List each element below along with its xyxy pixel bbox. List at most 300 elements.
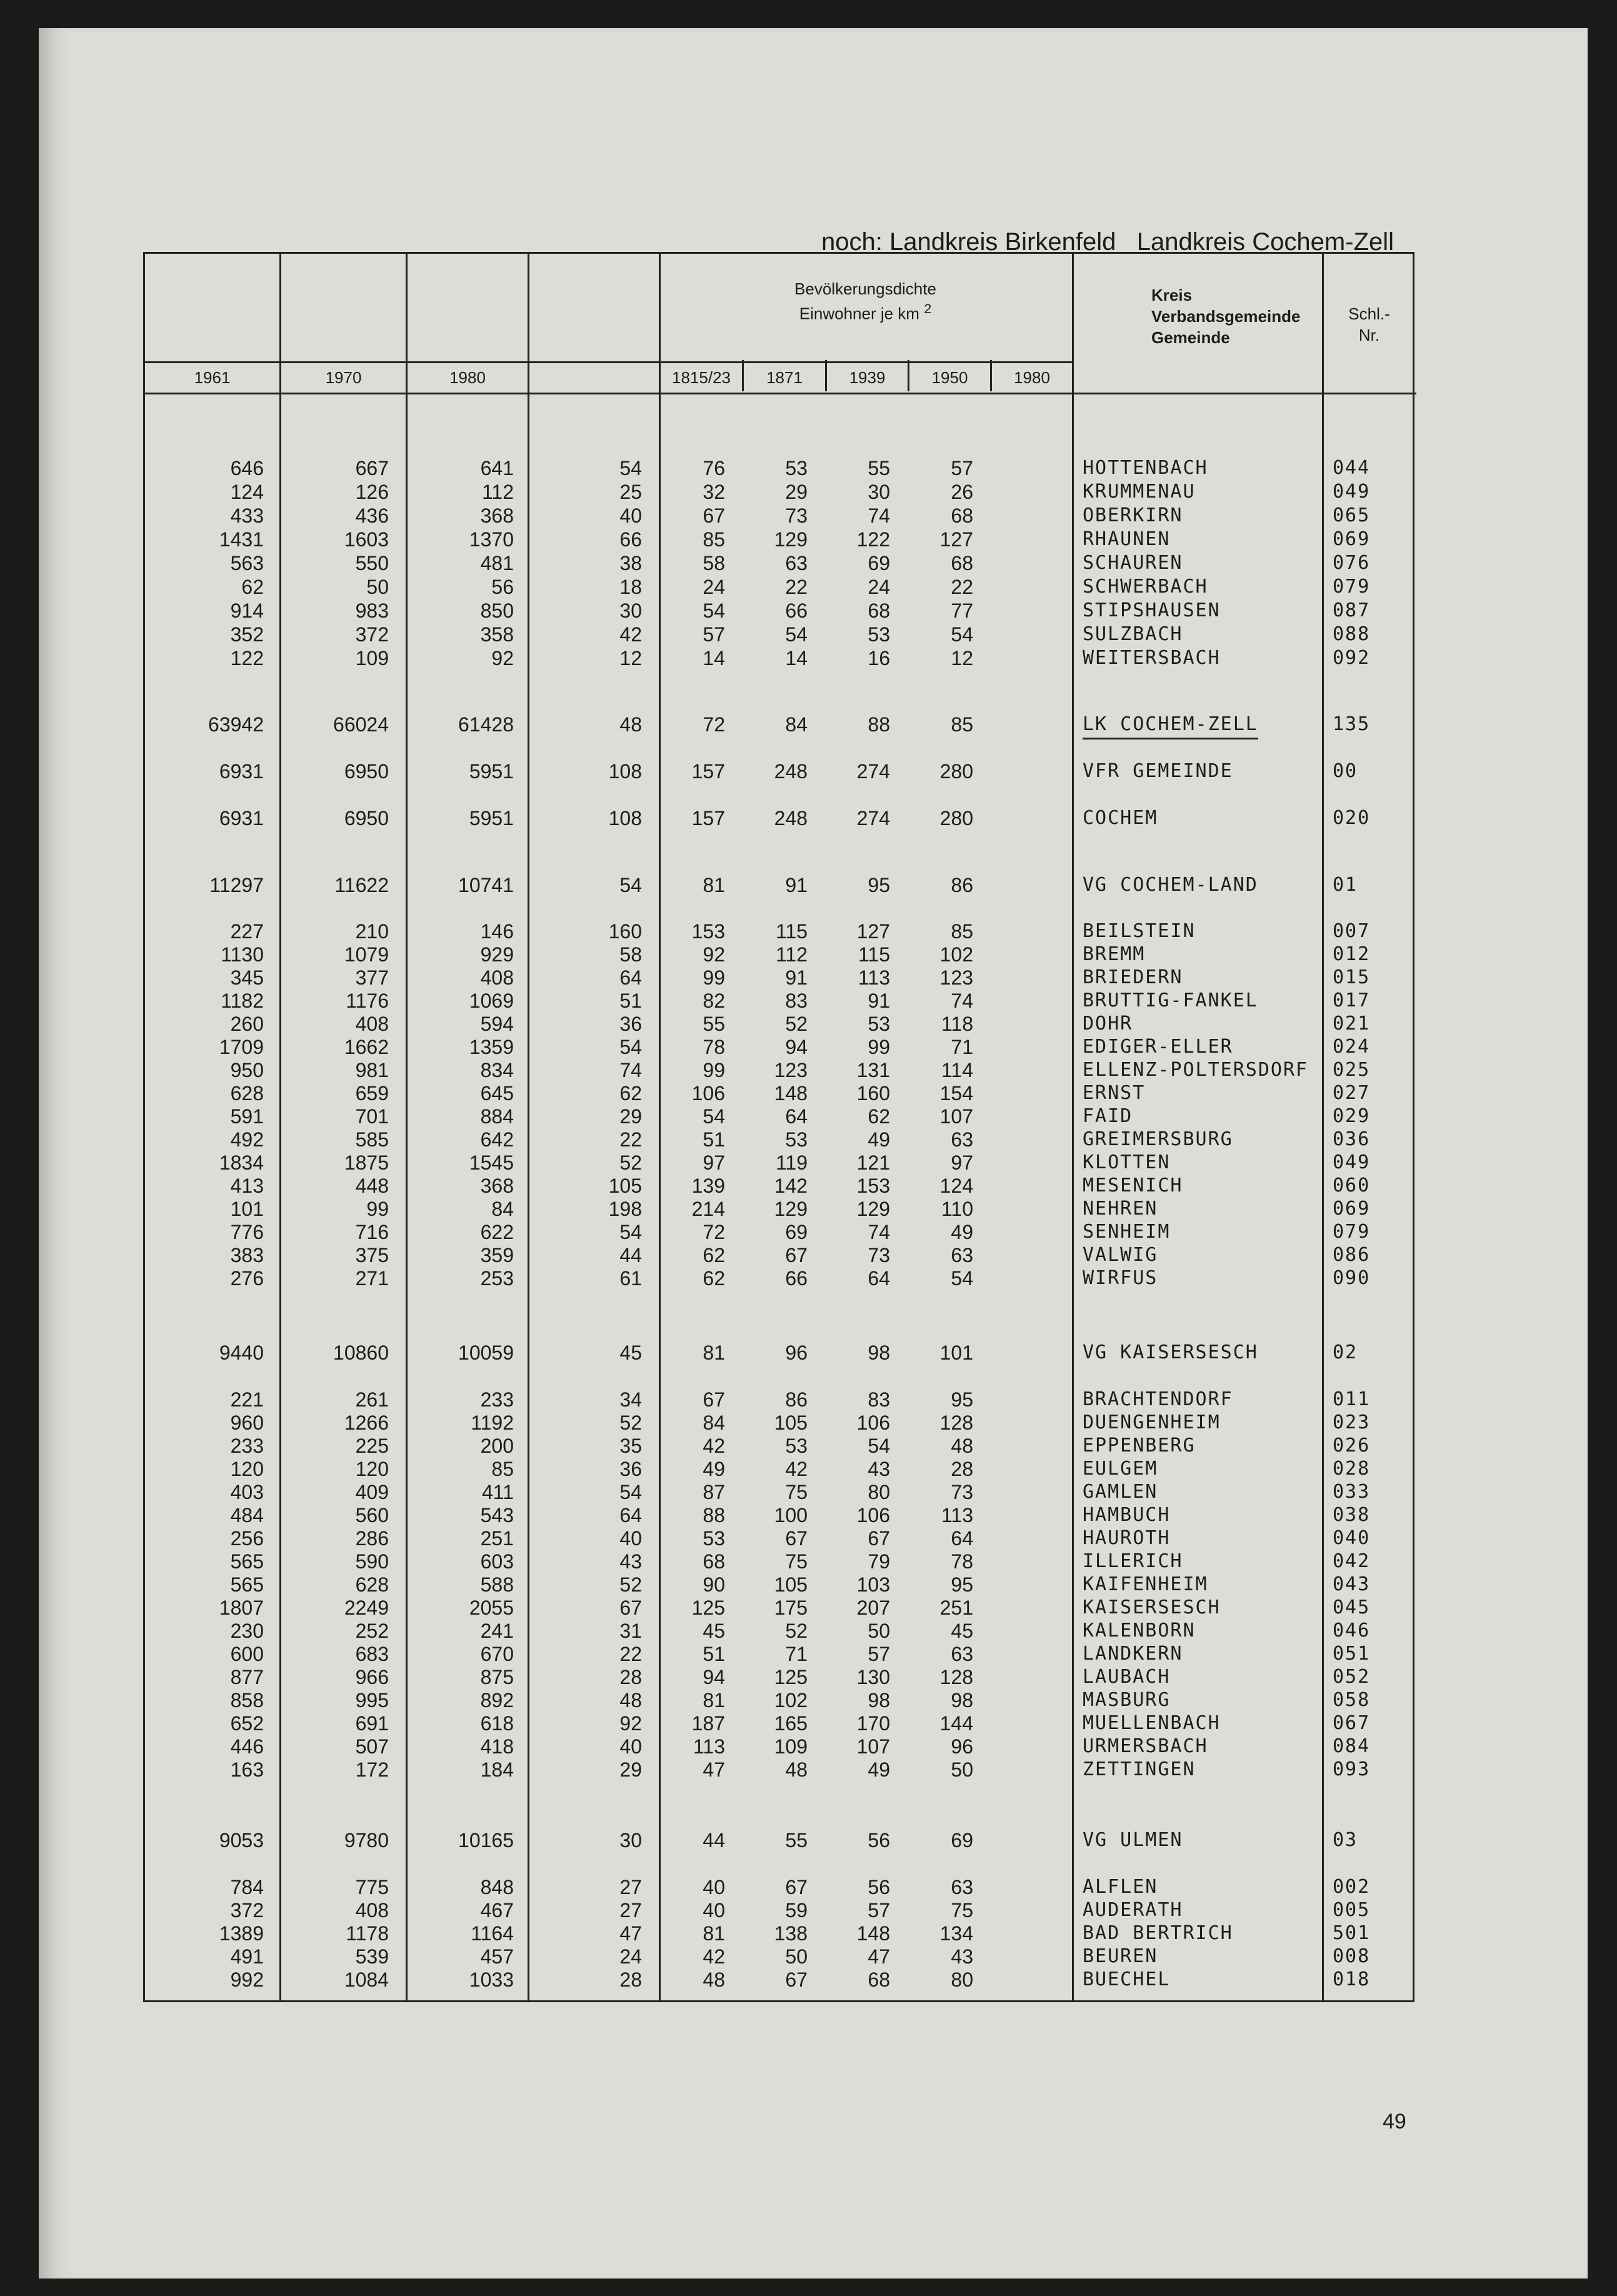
table-cell-code: 044 — [1333, 457, 1371, 479]
table-cell-code: 042 — [1333, 1550, 1371, 1572]
table-cell-value: 1176 — [346, 990, 389, 1012]
table-cell-value: 74 — [868, 1221, 890, 1243]
table-cell-value: 622 — [480, 1221, 514, 1243]
table-cell-code: 501 — [1333, 1922, 1371, 1944]
table-row — [145, 1267, 1416, 1290]
table-cell-value: 50 — [868, 1620, 890, 1642]
table-cell-value: 377 — [355, 966, 389, 989]
table-cell-value: 892 — [480, 1689, 514, 1712]
table-cell-value: 22 — [785, 576, 808, 598]
table-row — [145, 966, 1416, 989]
table-cell-value: 9053 — [219, 1829, 264, 1852]
table-row — [145, 1620, 1416, 1642]
table-cell-value: 280 — [939, 760, 973, 783]
page-number: 49 — [1383, 2110, 1406, 2133]
table-cell-code: 060 — [1333, 1175, 1371, 1196]
table-cell-value: 10741 — [458, 874, 514, 896]
table-cell-value: 49 — [951, 1221, 973, 1243]
table-cell-value: 59 — [785, 1899, 808, 1922]
table-cell-value: 877 — [230, 1666, 264, 1688]
table-cell-value: 52 — [619, 1411, 642, 1434]
table-cell-name: ILLERICH — [1083, 1550, 1183, 1572]
population-table — [143, 252, 1414, 2002]
table-cell-value: 106 — [856, 1411, 890, 1434]
table-cell-value: 603 — [480, 1550, 514, 1573]
table-cell-value: 32 — [703, 481, 725, 503]
table-cell-value: 94 — [785, 1036, 808, 1058]
table-cell-name: BREMM — [1083, 943, 1146, 965]
table-cell-value: 30 — [619, 599, 642, 622]
table-cell-value: 233 — [480, 1388, 514, 1411]
table-cell-code: 049 — [1333, 1151, 1371, 1173]
table-cell-value: 98 — [951, 1689, 973, 1712]
table-cell-code: 067 — [1333, 1712, 1371, 1734]
table-cell-value: 408 — [355, 1899, 389, 1922]
running-head-left: noch: Landkreis Birkenfeld — [821, 228, 1116, 256]
table-cell-value: 248 — [774, 760, 808, 783]
table-cell-value: 120 — [355, 1458, 389, 1480]
table-cell-value: 114 — [941, 1059, 973, 1081]
year-header: 1970 — [325, 368, 362, 387]
density-title-text: Einwohner je km — [799, 304, 919, 323]
table-cell-value: 565 — [230, 1573, 264, 1596]
table-cell-value: 251 — [939, 1597, 973, 1619]
table-cell-value: 44 — [619, 1244, 642, 1266]
table-cell-value: 261 — [355, 1388, 389, 1411]
year-header: 1871 — [766, 368, 803, 387]
table-cell-code: 012 — [1333, 943, 1371, 965]
table-cell-value: 124 — [230, 481, 264, 503]
table-cell-value: 352 — [230, 623, 264, 646]
table-cell-code: 079 — [1333, 576, 1371, 598]
table-cell-name: EDIGER-ELLER — [1083, 1036, 1233, 1058]
table-row — [145, 1128, 1416, 1151]
table-cell-value: 68 — [868, 599, 890, 622]
table-cell-value: 153 — [691, 920, 725, 943]
table-cell-value: 54 — [703, 599, 725, 622]
table-row — [145, 623, 1416, 646]
table-cell-value: 1389 — [219, 1922, 264, 1945]
table-cell-value: 670 — [480, 1643, 514, 1665]
table-cell-value: 99 — [703, 1059, 725, 1081]
table-cell-name: BEILSTEIN — [1083, 920, 1196, 942]
table-cell-value: 184 — [480, 1758, 514, 1781]
table-cell-value: 105 — [608, 1175, 642, 1197]
table-cell-value: 63942 — [208, 713, 264, 736]
table-cell-name: BRIEDERN — [1083, 966, 1183, 988]
table-cell-value: 2055 — [469, 1597, 514, 1619]
table-cell-value: 55 — [868, 457, 890, 479]
table-cell-name: SENHEIM — [1083, 1221, 1171, 1243]
table-cell-value: 539 — [355, 1945, 389, 1968]
table-cell-value: 68 — [703, 1550, 725, 1573]
table-cell-value: 160 — [856, 1082, 890, 1105]
table-cell-value: 42 — [703, 1945, 725, 1968]
table-cell-code: 025 — [1333, 1059, 1371, 1081]
table-cell-code: 029 — [1333, 1105, 1371, 1127]
table-cell-value: 67 — [619, 1597, 642, 1619]
table-cell-value: 105 — [774, 1573, 808, 1596]
table-cell-value: 97 — [703, 1151, 725, 1174]
table-cell-value: 157 — [691, 760, 725, 783]
table-cell-value: 1164 — [471, 1922, 514, 1945]
table-cell-value: 129 — [774, 528, 808, 551]
table-cell-value: 403 — [230, 1481, 264, 1503]
table-cell-value: 45 — [703, 1620, 725, 1642]
table-cell-value: 368 — [480, 1175, 514, 1197]
table-cell-value: 57 — [951, 457, 973, 479]
table-cell-name: SULZBACH — [1083, 623, 1183, 645]
table-cell-code: 026 — [1333, 1435, 1371, 1456]
table-cell-value: 40 — [619, 504, 642, 527]
table-cell-value: 67 — [868, 1527, 890, 1550]
table-cell-value: 834 — [480, 1059, 514, 1081]
table-cell-code: 045 — [1333, 1597, 1371, 1618]
table-cell-name: AUDERATH — [1083, 1899, 1183, 1921]
table-cell-value: 56 — [491, 576, 514, 598]
table-cell-value: 103 — [856, 1573, 890, 1596]
table-cell-value: 85 — [703, 528, 725, 551]
table-cell-value: 26 — [951, 481, 973, 503]
table-cell-value: 6950 — [344, 760, 389, 783]
table-cell-value: 77 — [951, 599, 973, 622]
table-cell-name: VG COCHEM-LAND — [1083, 874, 1258, 896]
table-cell-value: 45 — [619, 1341, 642, 1364]
table-cell-value: 67 — [785, 1527, 808, 1550]
table-cell-value: 49 — [703, 1458, 725, 1480]
table-cell-code: 002 — [1333, 1876, 1371, 1898]
table-cell-value: 28 — [619, 1666, 642, 1688]
table-cell-value: 507 — [355, 1735, 389, 1758]
table-cell-name: EPPENBERG — [1083, 1435, 1196, 1456]
table-cell-value: 276 — [230, 1267, 264, 1290]
table-row — [145, 1758, 1416, 1781]
table-cell-value: 113 — [693, 1735, 725, 1758]
table-cell-value: 418 — [480, 1735, 514, 1758]
table-cell-value: 84 — [491, 1198, 514, 1220]
table-cell-code: 040 — [1333, 1527, 1371, 1549]
table-cell-value: 1603 — [344, 528, 389, 551]
table-cell-name: EULGEM — [1083, 1458, 1158, 1480]
table-cell-code: 088 — [1333, 623, 1371, 645]
table-row — [145, 504, 1416, 527]
table-cell-value: 233 — [230, 1435, 264, 1457]
table-cell-value: 74 — [868, 504, 890, 527]
table-cell-value: 2249 — [344, 1597, 389, 1619]
table-cell-code: 079 — [1333, 1221, 1371, 1243]
table-cell-value: 68 — [951, 552, 973, 574]
table-cell-code: 052 — [1333, 1666, 1371, 1688]
table-cell-value: 359 — [480, 1244, 514, 1266]
table-row — [145, 1527, 1416, 1550]
table-cell-code: 020 — [1333, 807, 1371, 829]
table-cell-value: 51 — [703, 1128, 725, 1151]
table-cell-value: 1662 — [344, 1036, 389, 1058]
table-cell-value: 53 — [868, 623, 890, 646]
table-cell-code: 02 — [1333, 1341, 1358, 1363]
table-cell-value: 1709 — [219, 1036, 264, 1058]
table-cell-value: 54 — [619, 1221, 642, 1243]
table-cell-value: 28 — [951, 1458, 973, 1480]
table-cell-value: 43 — [619, 1550, 642, 1573]
table-cell-value: 1178 — [346, 1922, 389, 1945]
table-row — [145, 1221, 1416, 1243]
table-cell-value: 69 — [868, 552, 890, 574]
table-cell-name: VFR GEMEINDE — [1083, 760, 1233, 782]
table-cell-value: 481 — [480, 552, 514, 574]
table-cell-value: 81 — [703, 1341, 725, 1364]
table-row — [145, 920, 1416, 943]
table-cell-code: 015 — [1333, 966, 1371, 988]
table-cell-value: 628 — [230, 1082, 264, 1105]
table-cell-value: 78 — [951, 1550, 973, 1573]
table-cell-value: 43 — [951, 1945, 973, 1968]
table-cell-value: 63 — [951, 1128, 973, 1151]
table-cell-value: 628 — [355, 1573, 389, 1596]
table-cell-value: 69 — [785, 1221, 808, 1243]
table-row — [145, 990, 1416, 1012]
table-row — [145, 1735, 1416, 1758]
table-cell-value: 929 — [480, 943, 514, 966]
table-cell-name: LAUBACH — [1083, 1666, 1171, 1688]
table-cell-value: 53 — [785, 1128, 808, 1151]
table-cell-value: 27 — [619, 1899, 642, 1922]
table-cell-value: 1079 — [344, 943, 389, 966]
table-cell-code: 069 — [1333, 528, 1371, 550]
year-header: 1939 — [849, 368, 886, 387]
table-cell-value: 48 — [785, 1758, 808, 1781]
kreis-header-line2: Verbandsgemeinde — [1151, 306, 1301, 326]
table-cell-name: FAID — [1083, 1105, 1133, 1127]
table-cell-value: 457 — [480, 1945, 514, 1968]
table-cell-name: LK COCHEM-ZELL — [1083, 713, 1258, 739]
table-cell-value: 124 — [939, 1175, 973, 1197]
table-cell-value: 83 — [785, 990, 808, 1012]
table-cell-value: 413 — [230, 1175, 264, 1197]
table-row — [145, 1411, 1416, 1434]
table-cell-value: 153 — [856, 1175, 890, 1197]
table-cell-value: 76 — [703, 457, 725, 479]
table-cell-value: 207 — [856, 1597, 890, 1619]
table-cell-value: 54 — [619, 874, 642, 896]
table-cell-name: STIPSHAUSEN — [1083, 599, 1221, 621]
table-cell-value: 25 — [619, 481, 642, 503]
table-cell-value: 30 — [868, 481, 890, 503]
table-cell-value: 112 — [481, 481, 514, 503]
running-head-right: Landkreis Cochem-Zell — [1136, 228, 1394, 256]
table-cell-value: 27 — [619, 1876, 642, 1898]
table-row — [145, 1435, 1416, 1457]
table-cell-value: 44 — [703, 1829, 725, 1852]
table-cell-name: MESENICH — [1083, 1175, 1183, 1196]
table-cell-code: 024 — [1333, 1036, 1371, 1058]
table-cell-value: 230 — [230, 1620, 264, 1642]
table-cell-value: 585 — [355, 1128, 389, 1151]
table-cell-value: 16 — [868, 647, 890, 669]
table-cell-name: DUENGENHEIM — [1083, 1411, 1221, 1433]
table-cell-value: 40 — [619, 1735, 642, 1758]
table-cell-value: 86 — [951, 874, 973, 896]
table-cell-value: 29 — [619, 1758, 642, 1781]
table-cell-value: 286 — [355, 1527, 389, 1550]
table-cell-name: VALWIG — [1083, 1244, 1158, 1266]
table-cell-value: 24 — [703, 576, 725, 598]
table-cell-value: 64 — [951, 1527, 973, 1550]
table-cell-code: 135 — [1333, 713, 1371, 735]
table-cell-value: 57 — [868, 1899, 890, 1922]
table-cell-value: 80 — [951, 1968, 973, 1991]
table-cell-value: 73 — [868, 1244, 890, 1266]
table-row — [145, 1244, 1416, 1266]
table-cell-code: 008 — [1333, 1945, 1371, 1967]
table-cell-value: 88 — [868, 713, 890, 736]
table-cell-value: 345 — [230, 966, 264, 989]
table-cell-value: 67 — [703, 1388, 725, 1411]
table-cell-value: 66 — [785, 1267, 808, 1290]
table-cell-value: 691 — [355, 1712, 389, 1735]
table-cell-value: 241 — [480, 1620, 514, 1642]
table-cell-value: 54 — [951, 1267, 973, 1290]
table-cell-value: 491 — [230, 1945, 264, 1968]
table-cell-value: 63 — [951, 1876, 973, 1898]
table-cell-value: 411 — [481, 1481, 514, 1503]
table-cell-code: 036 — [1333, 1128, 1371, 1150]
table-cell-name: ERNST — [1083, 1082, 1146, 1104]
table-cell-value: 66 — [619, 528, 642, 551]
table-cell-value: 129 — [856, 1198, 890, 1220]
table-cell-value: 52 — [785, 1013, 808, 1035]
table-cell-value: 58 — [703, 552, 725, 574]
table-cell-value: 50 — [785, 1945, 808, 1968]
table-cell-value: 123 — [774, 1059, 808, 1081]
table-cell-value: 248 — [774, 807, 808, 830]
table-cell-value: 433 — [230, 504, 264, 527]
table-cell-value: 62 — [703, 1244, 725, 1266]
table-cell-value: 49 — [868, 1758, 890, 1781]
table-cell-value: 134 — [939, 1922, 973, 1945]
table-cell-name: BRACHTENDORF — [1083, 1388, 1233, 1410]
table-cell-name: MASBURG — [1083, 1689, 1171, 1711]
table-cell-value: 100 — [774, 1504, 808, 1526]
table-cell-value: 101 — [230, 1198, 264, 1220]
table-row — [145, 943, 1416, 966]
table-cell-code: 086 — [1333, 1244, 1371, 1266]
table-cell-value: 588 — [480, 1573, 514, 1596]
header-divider — [145, 361, 659, 363]
schl-header — [1324, 304, 1414, 346]
table-cell-value: 123 — [939, 966, 973, 989]
table-row — [145, 713, 1416, 736]
table-cell-name: OBERKIRN — [1083, 504, 1183, 526]
table-row — [145, 1481, 1416, 1503]
table-row — [145, 1712, 1416, 1735]
table-cell-code: 028 — [1333, 1458, 1371, 1480]
table-cell-value: 108 — [608, 760, 642, 783]
table-cell-value: 96 — [951, 1735, 973, 1758]
table-cell-value: 72 — [703, 1221, 725, 1243]
table-cell-value: 1359 — [469, 1036, 514, 1058]
table-cell-code: 021 — [1333, 1013, 1371, 1035]
table-cell-value: 62 — [703, 1267, 725, 1290]
table-cell-name: BUECHEL — [1083, 1968, 1171, 1990]
year-header: 1950 — [931, 368, 968, 387]
table-cell-value: 848 — [480, 1876, 514, 1898]
table-cell-value: 67 — [785, 1244, 808, 1266]
table-cell-value: 22 — [951, 576, 973, 598]
table-cell-value: 52 — [619, 1573, 642, 1596]
table-cell-value: 274 — [856, 807, 890, 830]
table-cell-value: 227 — [230, 920, 264, 943]
table-cell-value: 55 — [785, 1829, 808, 1852]
table-cell-value: 641 — [480, 457, 514, 479]
table-cell-value: 550 — [355, 552, 389, 574]
table-cell-value: 966 — [355, 1666, 389, 1688]
table-cell-value: 200 — [480, 1435, 514, 1457]
table-cell-value: 91 — [785, 874, 808, 896]
header-divider — [145, 393, 1416, 394]
table-cell-name: NEHREN — [1083, 1198, 1158, 1220]
table-cell-value: 63 — [951, 1643, 973, 1665]
table-cell-value: 280 — [939, 807, 973, 830]
table-cell-name: WEITERSBACH — [1083, 647, 1221, 669]
table-cell-value: 55 — [703, 1013, 725, 1035]
table-cell-value: 113 — [858, 966, 890, 989]
table-row — [145, 481, 1416, 503]
table-row — [145, 1829, 1416, 1852]
table-cell-value: 52 — [785, 1620, 808, 1642]
table-cell-code: 069 — [1333, 1198, 1371, 1220]
table-cell-value: 38 — [619, 552, 642, 574]
table-cell-code: 011 — [1333, 1388, 1371, 1410]
table-cell-value: 54 — [868, 1435, 890, 1457]
table-cell-value: 127 — [939, 528, 973, 551]
table-cell-value: 75 — [785, 1481, 808, 1503]
table-cell-code: 027 — [1333, 1082, 1371, 1104]
table-cell-value: 120 — [230, 1458, 264, 1480]
table-cell-value: 652 — [230, 1712, 264, 1735]
table-cell-value: 5951 — [469, 807, 514, 830]
table-cell-value: 36 — [619, 1013, 642, 1035]
table-cell-value: 591 — [230, 1105, 264, 1128]
table-cell-value: 122 — [856, 528, 890, 551]
table-cell-value: 146 — [480, 920, 514, 943]
table-cell-value: 409 — [355, 1481, 389, 1503]
table-cell-value: 142 — [774, 1175, 808, 1197]
table-cell-name: ALFLEN — [1083, 1876, 1158, 1898]
table-cell-value: 107 — [939, 1105, 973, 1128]
table-row — [145, 1689, 1416, 1712]
table-cell-code: 005 — [1333, 1899, 1371, 1921]
table-cell-value: 375 — [355, 1244, 389, 1266]
table-cell-value: 127 — [856, 920, 890, 943]
table-cell-name: RHAUNEN — [1083, 528, 1171, 550]
table-cell-value: 91 — [868, 990, 890, 1012]
table-cell-value: 99 — [366, 1198, 389, 1220]
table-row — [145, 1597, 1416, 1619]
table-cell-value: 198 — [608, 1198, 642, 1220]
table-cell-value: 1370 — [469, 528, 514, 551]
table-row — [145, 1666, 1416, 1688]
table-cell-value: 67 — [785, 1876, 808, 1898]
table-cell-value: 271 — [355, 1267, 389, 1290]
table-cell-value: 90 — [703, 1573, 725, 1596]
table-cell-value: 57 — [703, 623, 725, 646]
table-cell-value: 119 — [775, 1151, 808, 1174]
table-cell-value: 108 — [608, 807, 642, 830]
table-cell-value: 40 — [703, 1876, 725, 1898]
table-cell-value: 62 — [868, 1105, 890, 1128]
table-row — [145, 760, 1416, 783]
